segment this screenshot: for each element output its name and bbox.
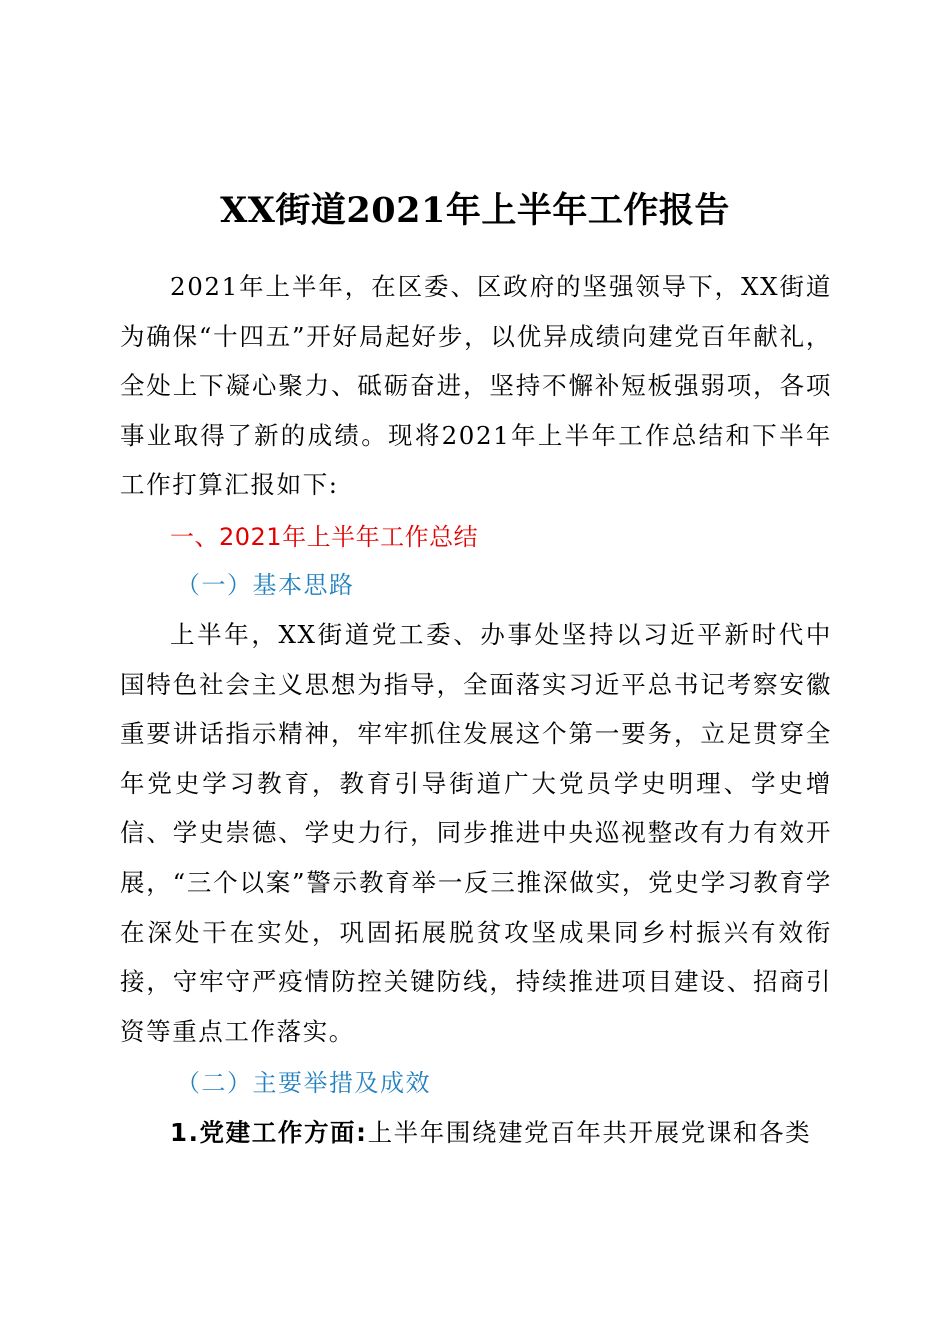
subsection-heading-basic-ideas: （一）基本思路 — [176, 571, 355, 599]
section-heading: 一、2021年上半年工作总结 — [170, 523, 479, 551]
subsection-heading-main-measures: （二）主要举措及成效 — [176, 1069, 431, 1097]
intro-paragraph: 2021年上半年，在区委、区政府的坚强领导下，XX街道为确保“十四五”开好局起好步，以优异成绩向建党百年献礼，全处上下凝心聚力、砥砺奋进，坚持不懈补短板强弱项，各项事业取得了新的成绩。现将2021年上半年工作总结和下半年工作打算汇报如下: — [120, 272, 832, 500]
party-building-paragraph — [120, 1108, 832, 1158]
party-building-text: 上半年围绕建党百年共开展党课和各类 — [367, 1118, 812, 1147]
party-building-lead: 1.党建工作方面: — [170, 1118, 368, 1147]
basic-ideas-paragraph: 上半年，XX街道党工委、办事处坚持以习近平新时代中国特色社会主义思想为指导，全面落实习近平总书记考察安徽重要讲话指示精神，牢牢抓住发展这个第一要务，立足贯穿全年党史学习教育，教育引导街道广大党员学史明理、学史增信、学史崇德、学史力行，同步推进中央巡视整改有力有效开展，“三个以案”警示教育举一反三推深做实，党史学习教育学在深处干在实处，巩固拓展脱贫攻坚成果同乡村振兴有效衔接，守牢守严疫情防控关键防线，持续推进项目建设、招商引资等重点工作落实。 — [120, 620, 832, 1046]
document-title: XX街道2021年上半年工作报告 — [220, 190, 730, 231]
